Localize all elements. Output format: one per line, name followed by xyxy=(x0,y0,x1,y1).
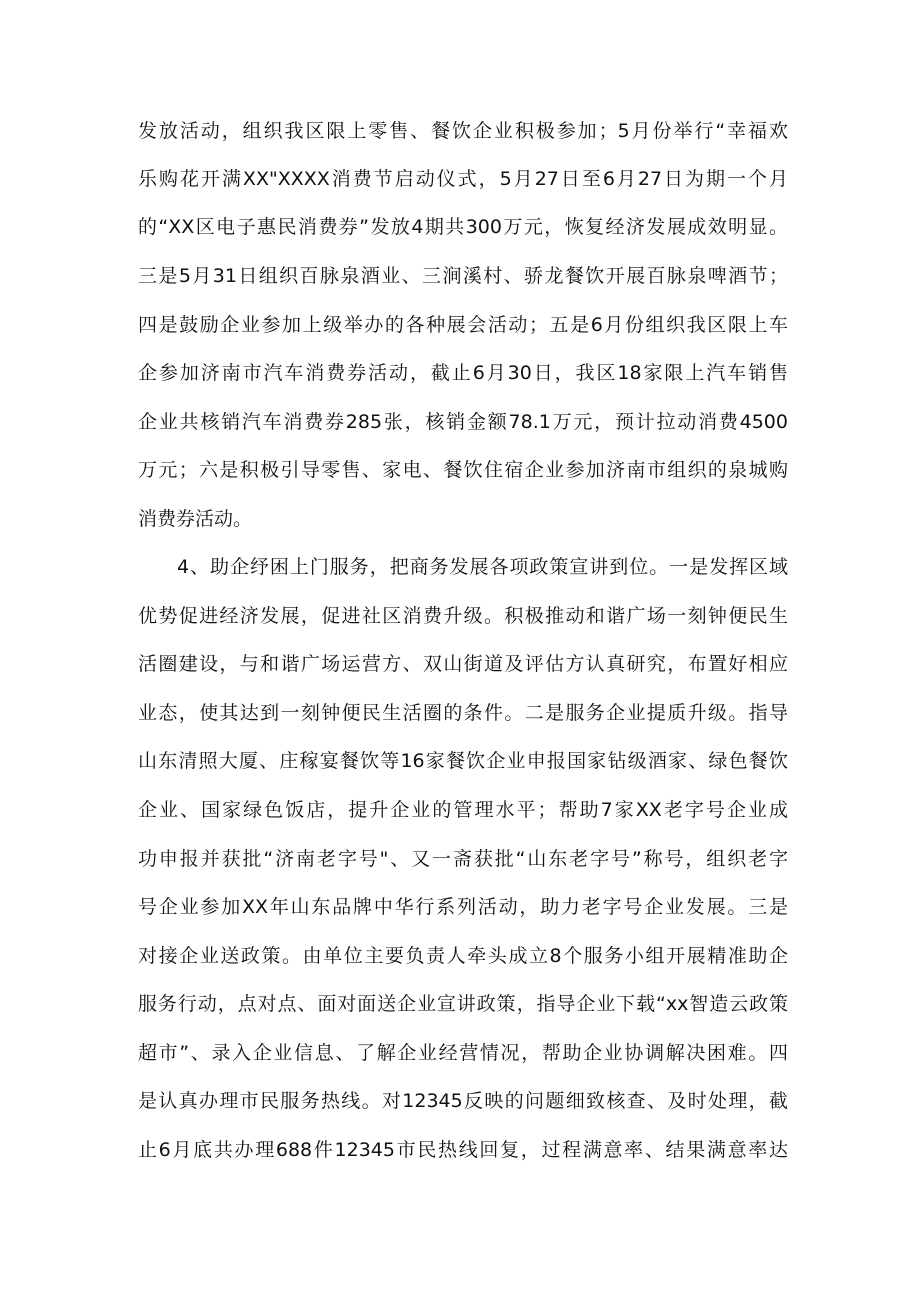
paragraph-2-line-12: 是认真办理市民服务热线。对12345反映的问题细致核查、及时处理，截 xyxy=(138,1090,788,1112)
paragraph-2-line-4: 业态，使其达到一刻钟便民生活圈的条件。二是服务企业提质升级。指导 xyxy=(138,702,788,724)
paragraph-2-line-10: 服务行动，点对点、面对面送企业宣讲政策，指导企业下载“xx智造云政策 xyxy=(138,993,788,1015)
paragraph-1-line-6: 企参加济南市汽车消费券活动，截止6月30日，我区18家限上汽车销售 xyxy=(138,362,788,384)
paragraph-1-line-8: 万元；六是积极引导零售、家电、餐饮住宿企业参加济南市组织的泉城购 xyxy=(138,459,788,481)
paragraph-2-line-3: 活圈建设，与和谐广场运营方、双山街道及评估方认真研究，布置好相应 xyxy=(138,653,788,675)
paragraph-2-line-7: 功申报并获批“济南老字号"、又一斋获批“山东老字号”称号，组织老字 xyxy=(138,848,788,870)
paragraph-2-line-5: 山东清照大厦、庄稼宴餐饮等16家餐饮企业申报国家钻级酒家、绿色餐饮 xyxy=(138,750,788,772)
paragraph-1-line-1: 发放活动，组织我区限上零售、餐饮企业积极参加；5月份举行“幸福欢 xyxy=(138,120,788,142)
paragraph-2-line-1: 4、助企纾困上门服务，把商务发展各项政策宣讲到位。一是发挥区域 xyxy=(177,556,788,578)
paragraph-2-line-13: 止6月底共办理688件12345市民热线回复，过程满意率、结果满意率达 xyxy=(138,1139,788,1161)
paragraph-1-line-5: 四是鼓励企业参加上级举办的各种展会活动；五是6月份组织我区限上车 xyxy=(138,314,788,336)
paragraph-1-line-3: 的“XX区电子惠民消费券”发放4期共300万元，恢复经济发展成效明显。 xyxy=(138,216,788,238)
paragraph-2-line-8: 号企业参加XX年山东品牌中华行系列活动，助力老字号企业发展。三是 xyxy=(138,896,788,918)
paragraph-2-line-11: 超市”、录入企业信息、了解企业经营情况，帮助企业协调解决困难。四 xyxy=(138,1042,788,1064)
paragraph-1-line-2: 乐购花开满XX"XXXX消费节启动仪式，5月27日至6月27日为期一个月 xyxy=(138,168,788,190)
paragraph-2-line-2: 优势促进经济发展，促进社区消费升级。积极推动和谐广场一刻钟便民生 xyxy=(138,605,788,627)
paragraph-2-line-6: 企业、国家绿色饭店，提升企业的管理水平；帮助7家XX老字号企业成 xyxy=(138,799,788,821)
paragraph-1-line-4: 三是5月31日组织百脉泉酒业、三涧溪村、骄龙餐饮开展百脉泉啤酒节； xyxy=(138,265,788,287)
paragraph-1-line-9: 消费券活动。 xyxy=(138,508,253,530)
paragraph-1-line-7: 企业共核销汽车消费券285张，核销金额78.1万元，预计拉动消费4500 xyxy=(138,411,788,433)
paragraph-2-line-9: 对接企业送政策。由单位主要负责人牵头成立8个服务小组开展精准助企 xyxy=(138,945,788,967)
